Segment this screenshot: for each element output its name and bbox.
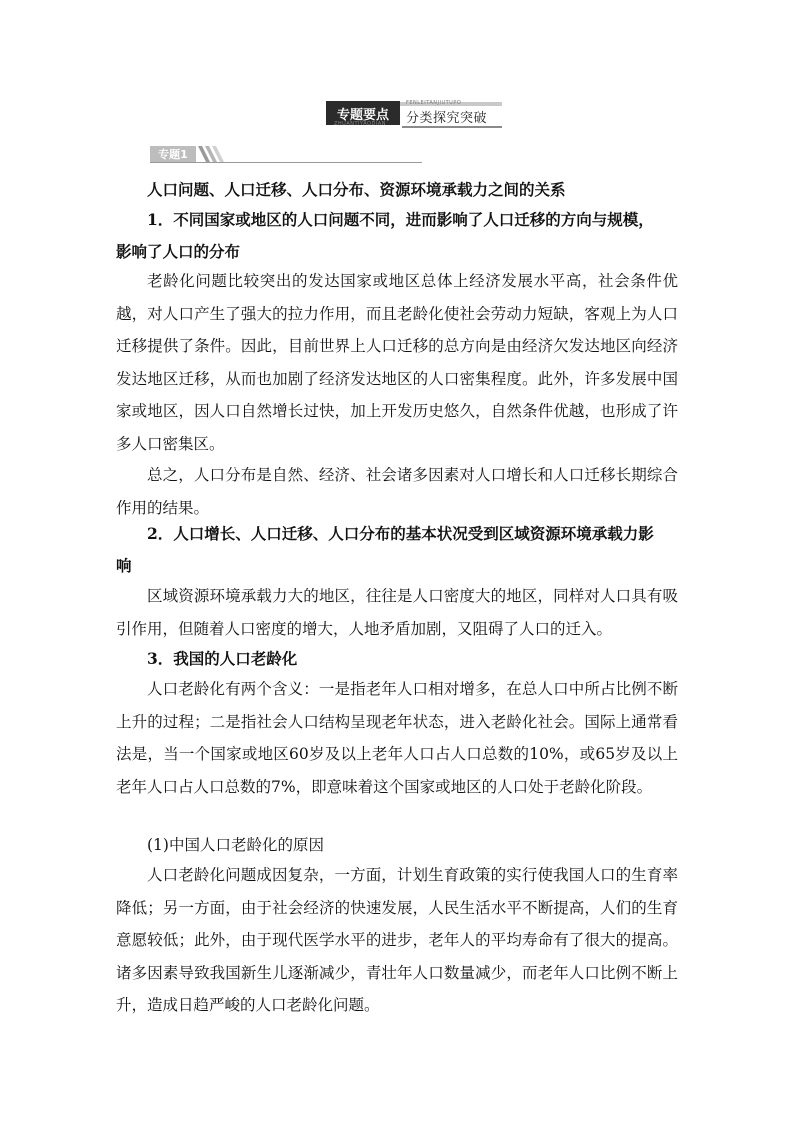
section3-subheading: (1)中国人口老龄化的原因 — [147, 836, 324, 854]
banner-underline — [402, 126, 502, 128]
section3-heading: 3．我国的人口老龄化 — [147, 649, 298, 668]
section1-heading-line2: 影响了人口的分布 — [116, 242, 241, 261]
banner-english-bottom: ZHUANTIYAODIAN — [334, 121, 386, 127]
slash-decoration-icon — [196, 146, 226, 162]
topic-tag — [150, 146, 422, 164]
section3-paragraph2: 人口老龄化问题成因复杂，一方面，计划生育政策的实行使我国人口的生育率降低；另一方面，由于社会经济的快速发展，人民生活水平不断提高，人们的生育意愿较低；此外，由于现代医学水平的进步，老年人的平均寿命有了很大的提高。诸多因素导致我国新生儿逐渐减少，青壮年人口数量减少，而老年人口比例不断上升，造成日趋严峻的人口老龄化问题。 — [116, 866, 678, 1014]
section2-paragraph1: 区域资源环境承载力大的地区，往往是人口密度大的地区，同样对人口具有吸引作用，但随着人口密度的增大，人地矛盾加剧，又阻碍了人口的迁入。 — [116, 587, 678, 638]
banner-subtitle: 分类探究突破 — [406, 111, 488, 126]
main-title: 人口问题、人口迁移、人口分布、资源环境承载力之间的关系 — [147, 180, 566, 199]
banner-title: 专题要点 — [326, 101, 400, 125]
section1-paragraph2: 总之，人口分布是自然、经济、社会诸多因素对人口增长和人口迁移长期综合作用的结果。 — [116, 466, 678, 517]
section1-paragraph1: 老龄化问题比较突出的发达国家或地区总体上经济发展水平高，社会条件优越，对人口产生了强大的拉力作用，而且老龄化使社会劳动力短缺，客观上为人口迁移提供了条件。因此，目前世界上人口迁移的总方向是由经济欠发达地区向经济发达地区迁移，从而也加剧了经济发达地区的人口密集程度。此外，许多发展中国家或地区，因人口自然增长过快，加上开发历史悠久，自然条件优越，也形成了许多人口密集区。 — [116, 272, 678, 453]
section1-heading-line1: 1．不同国家或地区的人口问题不同，进而影响了人口迁移的方向与规模， — [147, 210, 654, 229]
topic-rule — [150, 162, 422, 163]
section2-heading-line2: 响 — [116, 556, 132, 575]
section2-heading-line1: 2．人口增长、人口迁移、人口分布的基本状况受到区域资源环境承载力影 — [147, 524, 654, 543]
banner-english-top: FENLEITANJIUTUPO — [406, 100, 462, 106]
section-banner — [326, 100, 502, 128]
section3-paragraph1: 人口老龄化有两个含义：一是指老年人口相对增多，在总人口中所占比例不断上升的过程；二是指社会人口结构呈现老年状态，进入老龄化社会。国际上通常看法是，当一个国家或地区60岁及以上老年人口占人口总数的10%，或65岁及以上老年人口占人口总数的7%，即意味着这个国家或地区的人口处于老龄化阶段。 — [116, 680, 678, 796]
topic-label: 专题1 — [150, 146, 196, 162]
